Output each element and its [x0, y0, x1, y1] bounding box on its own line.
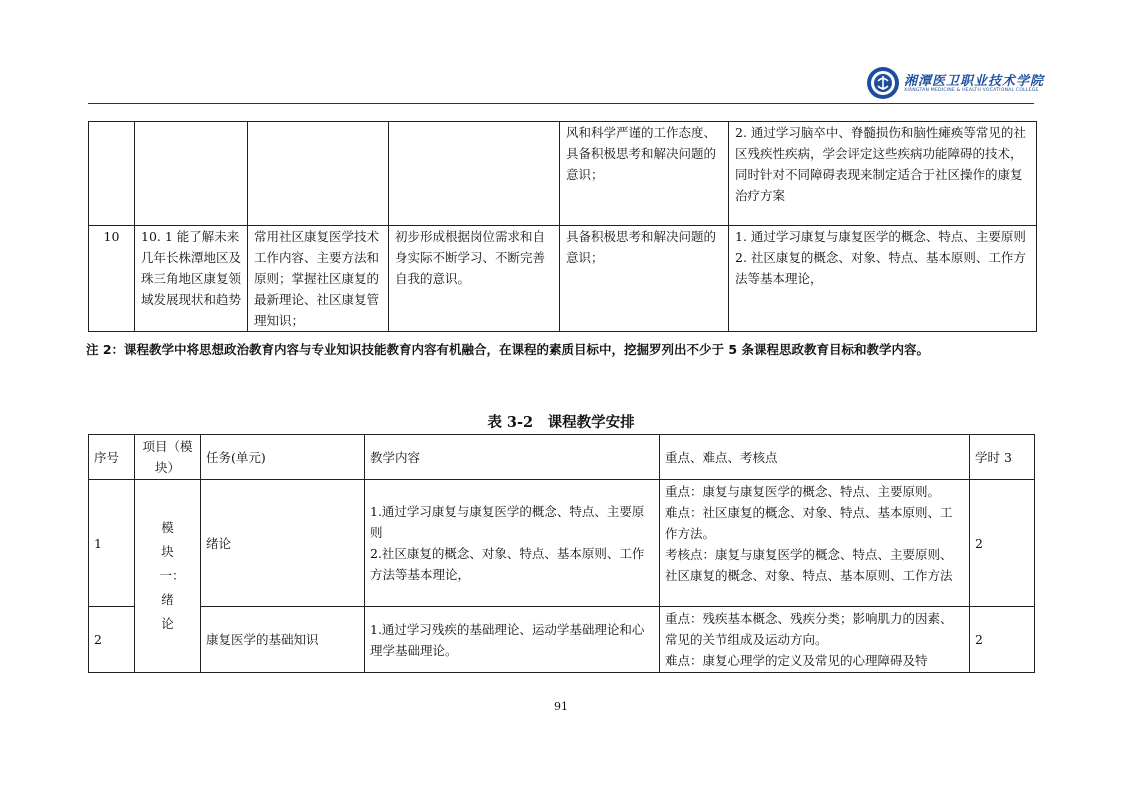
quality-goal-cell: 具备积极思考和解决问题的意识；: [560, 226, 729, 332]
header-task: 任务(单元): [201, 435, 365, 480]
note-text: 注 2：课程教学中将思想政治教育内容与专业知识技能教育内容有机融合，在课程的素质目标中，挖掘罗列出不少于 5 条课程思政教育目标和教学内容。: [86, 342, 929, 357]
table-row: [89, 226, 1037, 332]
key-line: 重点：残疾基本概念、残疾分类；影响肌力的因素、常见的关节组成及运动方向。: [665, 611, 953, 647]
hours-cell: 2: [970, 607, 1035, 673]
task-cell: 绪论: [201, 480, 365, 607]
header-module: 项目（模块）: [135, 435, 201, 480]
table-header-row: [89, 435, 1035, 480]
teaching-content-cell: 2. 通过学习脑卒中、脊髓损伤和脑性瘫痪等常见的社区残疾性疾病，学会评定这些疾病功能障碍的技术，同时针对不同障碍表现来制定适合于社区操作的康复治疗方案: [729, 122, 1037, 226]
content-cell: [365, 480, 660, 607]
header-content: 教学内容: [365, 435, 660, 480]
attitude-goal-cell: 初步形成根据岗位需求和自身实际不断学习、不断完善自我的意识。: [389, 226, 560, 332]
key-points-cell: [660, 480, 970, 607]
content-line: 2. 社区康复的概念、对象、特点、基本原则、工作方法等基本理论，: [735, 250, 1026, 286]
college-name-cn: 湘潭医卫职业技术学院: [904, 74, 1045, 89]
key-line: 难点：康复心理学的定义及常见的心理障碍及特: [665, 653, 928, 668]
competency-table: [88, 121, 1037, 332]
header-rule: [88, 103, 1034, 104]
module-name: 模块一：绪论: [159, 520, 185, 631]
row-number: 1: [89, 480, 135, 607]
college-name-en: XIANGTAN MEDICINE & HEALTH VOCATIONAL COLLEGE: [904, 88, 1039, 93]
task-cell: 康复医学的基础知识: [201, 607, 365, 673]
content-line: 2.社区康复的概念、对象、特点、基本原则、工作方法等基本理论，: [370, 546, 645, 582]
college-logo: [866, 66, 1045, 102]
module-cell: [135, 480, 201, 673]
key-line: 考核点：康复与康复医学的概念、特点、主要原则、社区康复的概念、对象、特点、基本原则、工作方法: [665, 547, 953, 583]
content-line: 1.通过学习康复与康复医学的概念、特点、主要原则: [370, 504, 645, 540]
row-number: 10: [89, 226, 135, 332]
header-key-points: 重点、难点、考核点: [660, 435, 970, 480]
table-row: [89, 607, 1035, 673]
hours-cell: 2: [970, 480, 1035, 607]
table-row: [89, 480, 1035, 607]
table-row: [89, 122, 1037, 226]
row-number: 2: [89, 607, 135, 673]
header-hours: 学时 3: [970, 435, 1035, 480]
table-caption: 表 3-2 课程教学安排: [487, 414, 635, 431]
ability-goal-cell: 10. 1 能了解未来几年长株潭地区及珠三角地区康复领域发展现状和趋势: [135, 226, 248, 332]
teaching-content-cell: [729, 226, 1037, 332]
header-no: 序号: [89, 435, 135, 480]
college-emblem-icon: [866, 66, 900, 100]
content-line: 1. 通过学习康复与康复医学的概念、特点、主要原则: [735, 229, 1026, 244]
key-points-cell: [660, 607, 970, 673]
page-number: 91: [554, 700, 568, 713]
key-line: 难点：社区康复的概念、对象、特点、基本原则、工作方法。: [665, 505, 953, 541]
content-cell: 1.通过学习残疾的基础理论、运动学基础理论和心理学基础理论。: [365, 607, 660, 673]
course-schedule-table: [88, 434, 1035, 673]
key-line: 重点：康复与康复医学的概念、特点、主要原则。: [665, 484, 941, 499]
knowledge-goal-cell: 常用社区康复医学技术工作内容、主要方法和原则；掌握社区康复的最新理论、社区康复管理知识；: [248, 226, 389, 332]
quality-goal-cell: 风和科学严谨的工作态度、具备积极思考和解决问题的意识；: [560, 122, 729, 226]
